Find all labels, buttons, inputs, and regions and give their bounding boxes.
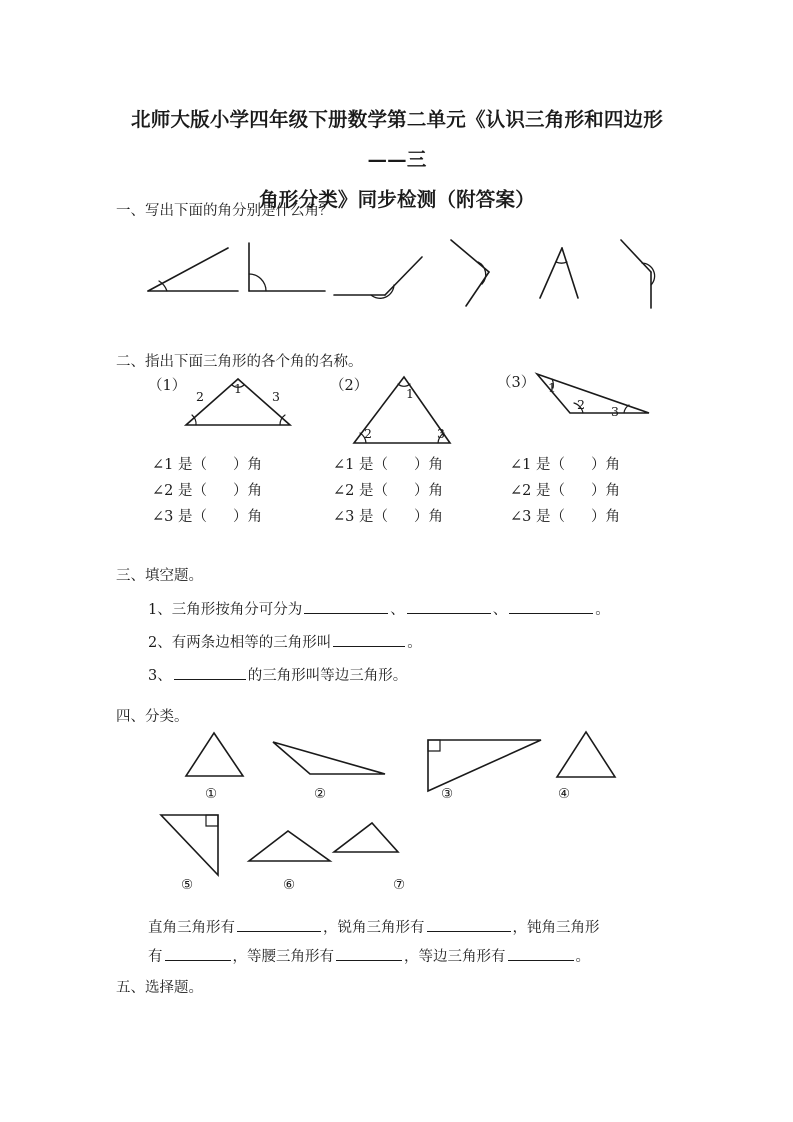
answer-label-isosceles: ，等腰三角形有: [232, 949, 334, 965]
item-text: 三角形按角分可分为: [171, 602, 303, 618]
fill-blank-input[interactable]: [333, 631, 405, 647]
shape-caption-4: ④: [557, 786, 571, 802]
fill-blank-item-3: [148, 664, 407, 688]
angle-question-row: [333, 504, 443, 530]
classify-shape-5: [161, 815, 218, 875]
angle-question-suffix: ）角: [590, 457, 620, 473]
angle-question-row: [510, 478, 620, 504]
angle-question-row: [510, 504, 620, 530]
item-text: 有两条边相等的三角形叫: [171, 635, 332, 651]
angle-question-row: [152, 452, 262, 478]
angle-question-row: [510, 452, 620, 478]
item-text: 的三角形叫等边三角形。: [247, 668, 408, 684]
page-title-line-1: 北师大版小学四年级下册数学第二单元《认识三角形和四边形——三: [131, 108, 663, 171]
classify-shape-6: [249, 831, 330, 861]
triangle2-angle-3-label: 3: [437, 426, 445, 441]
answer-label-continue: 有: [148, 949, 163, 965]
item-period: 。: [595, 602, 610, 618]
angle-question-suffix: ）角: [232, 457, 262, 473]
angle-question-prefix: ∠1 是（: [152, 457, 207, 473]
item-number: 2、: [148, 635, 172, 651]
fill-blank-input[interactable]: [407, 598, 491, 614]
angle-question-suffix: ）角: [413, 509, 443, 525]
item-period: 。: [407, 635, 422, 651]
angle-question-prefix: ∠2 是（: [510, 483, 565, 499]
right-angle-figure-2: [249, 243, 325, 291]
angle-question-suffix: ）角: [232, 509, 262, 525]
angle-question-prefix: ∠1 是（: [333, 457, 388, 473]
shape-caption-5: ⑤: [180, 877, 194, 893]
answer-period: 。: [575, 949, 590, 965]
page-title-line-2: 角形分类》同步检测（附答案）: [259, 188, 535, 211]
angle-question-row: [152, 504, 262, 530]
triangle1-angle-1-label: 1: [234, 381, 242, 396]
angle-question-suffix: ）角: [590, 509, 620, 525]
angle-question-prefix: ∠3 是（: [152, 509, 207, 525]
answer-label-equilateral: ，等边三角形有: [404, 949, 506, 965]
angle-question-prefix: ∠2 是（: [333, 483, 388, 499]
triangle3-angle-2-label: 2: [577, 397, 585, 412]
classify-shape-2: [273, 742, 385, 774]
angle-questions-column-3: [510, 452, 620, 530]
item-number: 3、: [148, 668, 172, 684]
shape-caption-1: ①: [204, 786, 218, 802]
section-four-heading: 四、分类。: [116, 709, 189, 725]
acute-angle-figure-1: [148, 248, 238, 291]
triangle3-angle-3-label: 3: [611, 404, 619, 419]
classify-shape-3: [428, 740, 541, 791]
angle-questions-column-2: [333, 452, 443, 530]
fill-blank-input[interactable]: [304, 598, 388, 614]
triangle1-angle-3-label: 3: [272, 389, 280, 404]
angle-question-row: [152, 478, 262, 504]
triangle1-angle-2-label: 2: [196, 389, 204, 404]
triangle2-angle-1-label: 1: [406, 386, 414, 401]
angle-question-prefix: ∠2 是（: [152, 483, 207, 499]
angle-question-suffix: ）角: [232, 483, 262, 499]
angle-question-row: [333, 478, 443, 504]
angle-question-row: [333, 452, 443, 478]
fill-blank-input[interactable]: [508, 945, 574, 961]
section-five-heading: 五、选择题。: [116, 980, 203, 996]
fill-blank-input[interactable]: [165, 945, 231, 961]
classify-shape-4: [557, 732, 615, 777]
classify-shape-7: [334, 823, 398, 852]
fill-blank-item-1: [148, 598, 610, 622]
shape-caption-3: ③: [440, 786, 454, 802]
angle-questions-column-1: [152, 452, 262, 530]
answer-label-right: 直角三角形有: [148, 920, 235, 936]
triangle2-angle-2-label: 2: [364, 426, 372, 441]
angle-question-suffix: ）角: [413, 457, 443, 473]
angle-question-prefix: ∠3 是（: [333, 509, 388, 525]
obtuse-angle-figure-3: [334, 257, 422, 298]
angle-question-suffix: ）角: [413, 483, 443, 499]
classification-answer-line-1: [148, 916, 600, 940]
section-one-heading: 一、写出下面的角分别是什么角？: [116, 203, 334, 219]
item-number: 1、: [148, 602, 172, 618]
angle-question-prefix: ∠3 是（: [510, 509, 565, 525]
fill-blank-input[interactable]: [336, 945, 402, 961]
angle-question-prefix: ∠1 是（: [510, 457, 565, 473]
fill-blank-input[interactable]: [427, 916, 511, 932]
fill-blank-input[interactable]: [174, 664, 246, 680]
answer-label-acute: ，锐角三角形有: [323, 920, 425, 936]
triangle-group-label-1: （1）: [148, 378, 187, 394]
section-two-heading: 二、指出下面三角形的各个角的名称。: [116, 354, 363, 370]
classify-shape-1: [186, 733, 243, 776]
fill-blank-input[interactable]: [509, 598, 593, 614]
answer-label-obtuse: ，钝角三角形: [512, 920, 600, 936]
shape-caption-6: ⑥: [282, 877, 296, 893]
item-separator: 、: [492, 602, 508, 618]
shape-caption-2: ②: [313, 786, 327, 802]
obtuse-angle-figure-4: [451, 240, 489, 306]
acute-angle-figure-5: [540, 248, 578, 298]
shape-caption-7: ⑦: [392, 877, 406, 893]
item-separator: 、: [390, 602, 405, 618]
triangle-group-label-3: （3）: [497, 375, 536, 391]
fill-blank-input[interactable]: [237, 916, 321, 932]
angle-question-suffix: ）角: [590, 483, 620, 499]
obtuse-angle-figure-6: [621, 240, 655, 308]
classification-answer-line-2: [148, 945, 590, 969]
fill-blank-item-2: [148, 631, 422, 655]
triangle-group-label-2: （2）: [330, 378, 369, 394]
section-three-heading: 三、填空题。: [116, 568, 203, 584]
triangle3-angle-1-label: 1: [548, 380, 556, 395]
